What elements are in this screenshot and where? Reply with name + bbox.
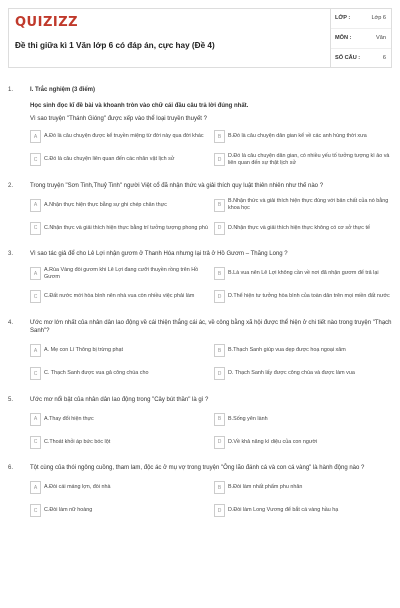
option-text: B.Sống yên lành bbox=[228, 415, 268, 422]
quizizz-logo: QUIZIZZ bbox=[15, 15, 79, 30]
option-letter: C bbox=[30, 367, 41, 380]
option-d[interactable] bbox=[214, 502, 392, 520]
option-letter: C bbox=[30, 504, 41, 517]
option-d[interactable] bbox=[214, 365, 392, 383]
option-text: A.Đòi cái máng lợn, đòi nhà bbox=[44, 484, 111, 490]
question-4 bbox=[8, 319, 392, 383]
option-text: B.Nhận thức và giải thích hiện thực đúng với bản chất của nó bằng khoa học bbox=[228, 198, 389, 211]
meta-label: LỚP : bbox=[335, 15, 351, 21]
option-a[interactable] bbox=[30, 342, 208, 360]
option-text: C.Nhận thực và giải thích hiện thực bằng trí tưởng tượng phong phú bbox=[44, 224, 208, 231]
options-grid bbox=[30, 410, 392, 451]
option-letter: D bbox=[214, 290, 225, 303]
question-text: Tột cùng của thói ngông cuồng, tham lam, độc ác ở mụ vợ trong truyện "Ông lão đánh cá và con cá vàng" là hành động nào ? bbox=[30, 465, 365, 471]
option-b[interactable] bbox=[214, 196, 392, 214]
option-letter: D bbox=[214, 153, 225, 166]
option-d[interactable] bbox=[214, 219, 392, 237]
options-grid bbox=[30, 196, 392, 237]
option-letter: C bbox=[30, 436, 41, 449]
option-a[interactable] bbox=[30, 479, 208, 497]
option-text: B.Đòi làm nhất phẩm phu nhân bbox=[228, 484, 303, 490]
option-b[interactable] bbox=[214, 128, 392, 146]
meta-row-count bbox=[331, 49, 391, 68]
option-letter: A bbox=[30, 481, 41, 494]
option-letter: B bbox=[214, 199, 225, 212]
question-number: 2. bbox=[8, 182, 14, 189]
option-c[interactable] bbox=[30, 365, 208, 383]
option-b[interactable] bbox=[214, 265, 392, 283]
option-text: D.Thể hiện tư tưởng hòa bình của toàn dân trên mọi miền đất nước bbox=[228, 293, 390, 299]
question-number: 4. bbox=[8, 319, 14, 326]
option-text: B.Là vua nên Lê Lợi không cần về nơi đã nhận gươm để trả lại bbox=[228, 270, 379, 276]
question-text: Ước mơ lớn nhất của nhân dân lao động về cái thiện thắng cái ác, về công bằng xã hội được thể hiện ở chi tiết nào trong truyện "Thạch Sanh"? bbox=[30, 319, 392, 334]
option-text: D.Nhận thực và giải thích hiện thực không có cơ sở thực tế bbox=[228, 224, 370, 231]
question-list bbox=[8, 86, 392, 520]
meta-row-subject bbox=[331, 29, 391, 49]
question-number: 3. bbox=[8, 251, 14, 257]
question-number: 1. bbox=[8, 87, 14, 93]
question-number: 6. bbox=[8, 465, 14, 471]
option-c[interactable] bbox=[30, 219, 208, 237]
meta-value: Lớp 6 bbox=[371, 15, 386, 21]
option-text: C.Đó là câu chuyện liên quan đến các nhân vật lịch sử bbox=[44, 156, 175, 162]
option-letter: B bbox=[214, 481, 225, 494]
option-text: C.Thoát khỏi áp bức bóc lột bbox=[44, 438, 111, 445]
option-letter: B bbox=[214, 130, 225, 143]
option-a[interactable] bbox=[30, 265, 208, 283]
option-letter: A bbox=[30, 344, 41, 357]
meta-value: 6 bbox=[382, 55, 386, 61]
question-6 bbox=[8, 464, 392, 520]
option-letter: B bbox=[214, 267, 225, 280]
option-b[interactable] bbox=[214, 410, 392, 428]
option-letter: C bbox=[30, 290, 41, 303]
meta-label: SỐ CÂU : bbox=[335, 55, 361, 61]
question-number: 5. bbox=[8, 396, 14, 403]
option-d[interactable] bbox=[214, 433, 392, 451]
option-letter: A bbox=[30, 413, 41, 426]
option-text: D.Đòi làm Long Vương để bắt cá vàng hầu hạ bbox=[228, 507, 339, 513]
option-text: B.Thạch Sanh giúp vua dẹp được hoạ ngoại xâm bbox=[228, 347, 346, 353]
option-c[interactable] bbox=[30, 151, 208, 169]
option-letter: D bbox=[214, 436, 225, 449]
option-text: D.Đó là câu chuyện dân gian, có nhiều yếu tố tưởng tượng kì ảo và liên quan đến sự thật lịch sử bbox=[228, 152, 390, 166]
worksheet-header bbox=[8, 8, 392, 68]
option-text: A.Nhận thực hiện thực bằng sự ghi chép chân thực bbox=[44, 201, 167, 208]
option-letter: D bbox=[214, 367, 225, 380]
option-a[interactable] bbox=[30, 196, 208, 214]
options-grid bbox=[30, 342, 392, 383]
instruction: Học sinh đọc kĩ đề bài và khoanh tròn vào chữ cái đầu câu trả lời đúng nhất. bbox=[30, 102, 249, 109]
question-3 bbox=[8, 250, 392, 306]
options-grid bbox=[30, 479, 392, 520]
option-text: C.Đòi làm nữ hoàng bbox=[44, 507, 93, 513]
option-text: C. Thạch Sanh được vua gả công chúa cho bbox=[44, 370, 149, 376]
question-text: Vì sao truyện "Thánh Gióng" được xếp vào thể loại truyền thuyết ? bbox=[30, 115, 207, 122]
option-c[interactable] bbox=[30, 502, 208, 520]
option-a[interactable] bbox=[30, 410, 208, 428]
option-text: A.Rùa Vàng đòi gươm khi Lê Lợi đang cưỡi thuyền rồng trên Hồ Gươm bbox=[44, 266, 199, 280]
meta-value: Văn bbox=[376, 35, 386, 41]
options-grid bbox=[30, 265, 392, 306]
option-text: A. Mẹ con Lí Thông bị trừng phạt bbox=[44, 347, 124, 353]
question-text: Vì sao tác giả để cho Lê Lợi nhận gươm ở Thanh Hóa nhưng lại trả ở Hồ Gươm – Thăng Long ? bbox=[30, 251, 288, 257]
page-title: Đề thi giữa kì 1 Văn lớp 6 có đáp án, cực hay (Đề 4) bbox=[15, 41, 215, 50]
option-letter: B bbox=[214, 413, 225, 426]
question-1 bbox=[8, 86, 392, 169]
option-text: A.Thay đổi hiện thực bbox=[44, 415, 94, 422]
meta-label: MÔN : bbox=[335, 35, 352, 41]
option-letter: A bbox=[30, 267, 41, 280]
option-text: D. Thạch Sanh lấy được công chúa và được làm vua bbox=[228, 370, 355, 376]
option-letter: D bbox=[214, 504, 225, 517]
option-c[interactable] bbox=[30, 288, 208, 306]
question-text: Ước mơ nổi bật của nhân dân lao động trong "Cây bút thần" là gì ? bbox=[30, 396, 209, 403]
question-text: Trong truyện "Sơn Tinh,Thuỷ Tinh" người Việt cổ đã nhận thức và giải thích quy luật thiên nhiên như thế nào ? bbox=[30, 182, 324, 189]
option-d[interactable] bbox=[214, 151, 392, 169]
option-letter: C bbox=[30, 153, 41, 166]
option-letter: A bbox=[30, 199, 41, 212]
question-5 bbox=[8, 396, 392, 452]
option-b[interactable] bbox=[214, 479, 392, 497]
option-text: B.Đó là câu chuyện dân gian kể về các anh hùng thời xưa bbox=[228, 133, 367, 139]
option-text: A.Đó là câu chuyện được kể truyền miệng từ đời này qua đời khác bbox=[44, 133, 204, 139]
option-letter: C bbox=[30, 222, 41, 235]
option-text: D.Về khả năng kì diệu của con người bbox=[228, 438, 318, 445]
option-letter: D bbox=[214, 222, 225, 235]
meta-row-class bbox=[331, 9, 391, 29]
option-letter: A bbox=[30, 130, 41, 143]
option-d[interactable] bbox=[214, 288, 392, 306]
option-text: C.Đất nước mới hòa bình nên nhà vua còn nhiều việc phải làm bbox=[44, 293, 195, 299]
option-b[interactable] bbox=[214, 342, 392, 360]
option-a[interactable] bbox=[30, 128, 208, 146]
worksheet-page bbox=[0, 8, 400, 608]
option-c[interactable] bbox=[30, 433, 208, 451]
option-letter: B bbox=[214, 344, 225, 357]
options-grid bbox=[30, 128, 392, 169]
section-title: I. Trắc nghiệm (3 điểm) bbox=[30, 87, 96, 93]
meta-table bbox=[330, 9, 391, 67]
question-2 bbox=[8, 182, 392, 238]
